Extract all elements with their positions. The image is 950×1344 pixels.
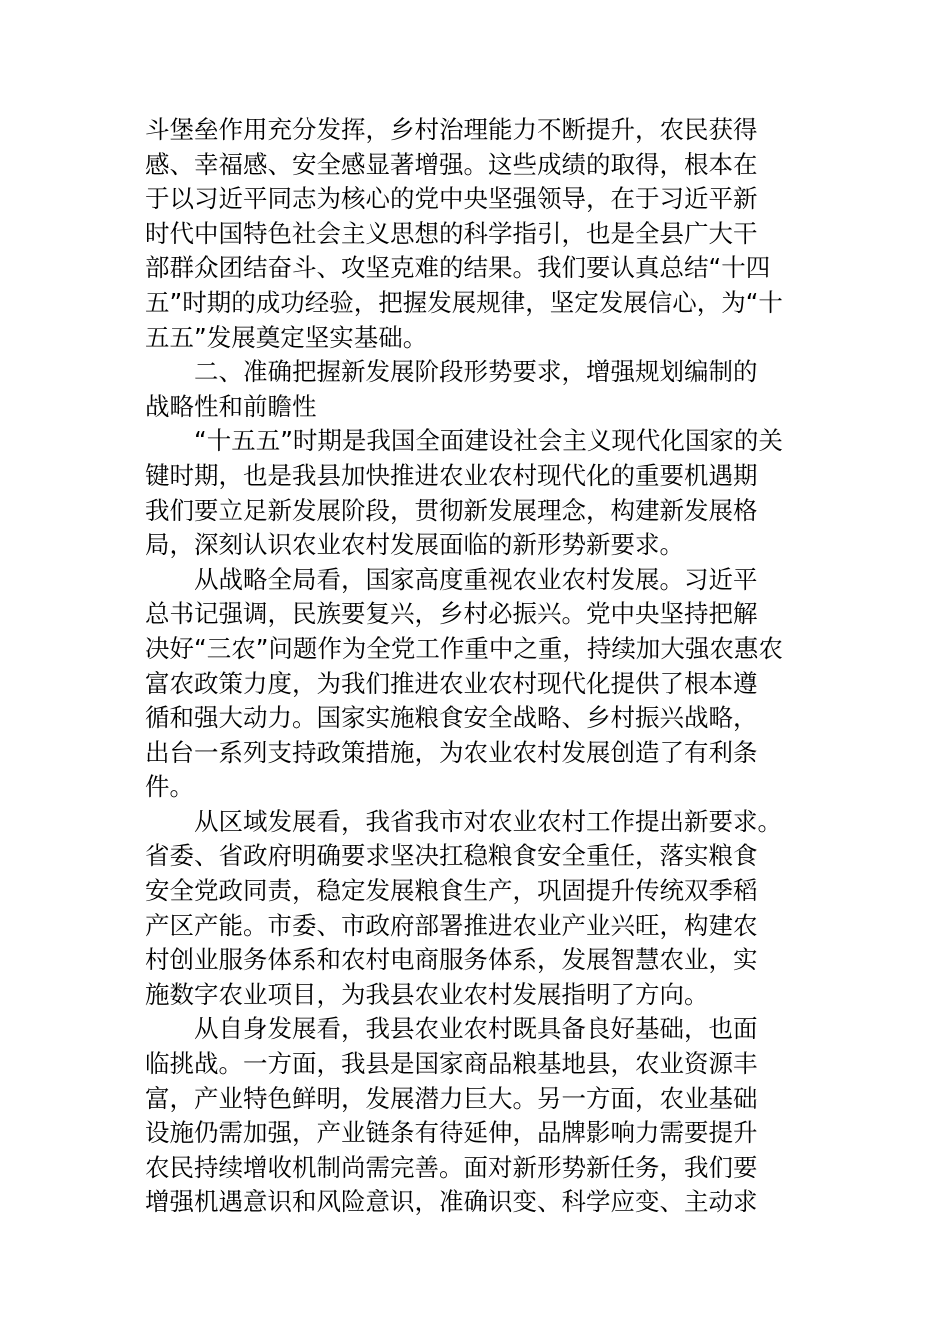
text-line: 件。	[145, 772, 194, 802]
text-line: 五”时期的成功经验，把握发展规律，坚定发展信心，为“十	[145, 287, 783, 317]
text-line: 富农政策力度，为我们推进农业农村现代化提供了根本遵	[145, 668, 758, 698]
paragraph-1	[145, 113, 810, 355]
text-line: 斗堡垒作用充分发挥，乡村治理能力不断提升，农民获得	[145, 115, 758, 144]
heading-line: 二、准确把握新发展阶段形势要求，增强规划编制的	[194, 357, 758, 387]
text-line: 键时期，也是我县加快推进农业农村现代化的重要机遇期	[145, 460, 758, 490]
paragraph-5	[145, 1012, 810, 1220]
paragraph-4	[145, 805, 810, 1013]
text-line: 部群众团结奋斗、攻坚克难的结果。我们要认真总结“十四	[145, 253, 771, 283]
document-body	[145, 113, 810, 1220]
paragraph-2	[145, 424, 810, 562]
text-line: 农民持续增收机制尚需完善。面对新形势新任务，我们要	[145, 1152, 758, 1182]
text-line: 循和强大动力。国家实施粮食安全战略、乡村振兴战略，	[145, 703, 758, 733]
text-line: 我们要立足新发展阶段，贯彻新发展理念，构建新发展格	[145, 495, 758, 525]
text-line: 从区域发展看，我省我市对农业农村工作提出新要求。	[194, 806, 782, 836]
text-line: 从战略全局看，国家高度重视农业农村发展。习近平	[194, 564, 758, 594]
text-line: 临挑战。一方面，我县是国家商品粮基地县，农业资源丰	[145, 1049, 758, 1079]
text-line: 时代中国特色社会主义思想的科学指引，也是全县广大干	[145, 218, 758, 248]
text-line: 增强机遇意识和风险意识，准确识变、科学应变、主动求	[145, 1187, 758, 1217]
text-line: 总书记强调，民族要复兴，乡村必振兴。党中央坚持把解	[145, 599, 758, 629]
text-line: 局，深刻认识农业农村发展面临的新形势新要求。	[145, 530, 684, 560]
text-line: 感、幸福感、安全感显著增强。这些成绩的取得，根本在	[145, 149, 758, 179]
text-line: 决好“三农”问题作为全党工作重中之重，持续加大强农惠农	[145, 633, 783, 663]
text-line: 富，产业特色鲜明，发展潜力巨大。另一方面，农业基础	[145, 1083, 758, 1113]
text-line: 出台一系列支持政策措施，为农业农村发展创造了有利条	[145, 737, 758, 767]
text-line: 设施仍需加强，产业链条有待延伸，品牌影响力需要提升	[145, 1118, 758, 1148]
text-line: 从自身发展看，我县农业农村既具备良好基础，也面	[194, 1014, 758, 1044]
heading-line: 战略性和前瞻性	[145, 391, 317, 421]
text-line: “十五五”时期是我国全面建设社会主义现代化国家的关	[194, 426, 783, 456]
text-line: 于以习近平同志为核心的党中央坚强领导，在于习近平新	[145, 184, 758, 214]
text-line: 产区产能。市委、市政府部署推进农业产业兴旺，构建农	[145, 910, 758, 940]
text-line: 五五”发展奠定坚实基础。	[145, 322, 428, 352]
text-line: 省委、省政府明确要求坚决扛稳粮食安全重任，落实粮食	[145, 841, 758, 871]
paragraph-3	[145, 563, 810, 805]
text-line: 施数字农业项目，为我县农业农村发展指明了方向。	[145, 979, 709, 1009]
section-heading-2	[145, 355, 810, 424]
text-line: 安全党政同责，稳定发展粮食生产，巩固提升传统双季稻	[145, 876, 758, 906]
text-line: 村创业服务体系和农村电商服务体系，发展智慧农业，实	[145, 945, 758, 975]
